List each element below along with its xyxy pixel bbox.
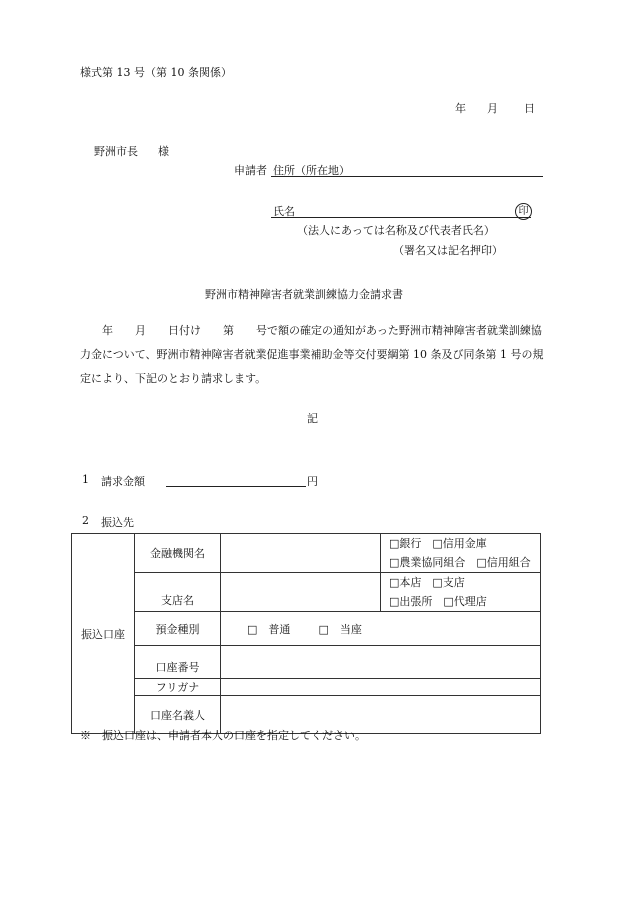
corporation-note: （法人にあっては名称及び代表者氏名） — [297, 224, 495, 237]
applicant-label: 申請者 — [234, 164, 267, 177]
date-day: 日 — [524, 102, 535, 115]
name-label: 氏名 — [273, 205, 295, 218]
table-row — [72, 573, 541, 612]
ordinary-checkbox[interactable]: □ 普通 — [247, 622, 291, 636]
furigana-field[interactable] — [221, 679, 541, 696]
branch-label: 支店名 — [135, 573, 221, 612]
account-type-label: 預金種別 — [135, 612, 221, 646]
bank-account-table — [71, 533, 541, 734]
body-text: 年 月 日付け 第 号で額の確定の通知があった野洲市精神障害者就業訓練協力金について、野洲市精神障害者就業促進事業補助金等交付要綱第 10 条及び同条第 1 号の規定により、下記のとおり請求します。 — [80, 324, 544, 385]
branch-options[interactable] — [381, 573, 541, 612]
account-number-label: 口座番号 — [135, 646, 221, 679]
transfer-account-header: 振込口座 — [72, 534, 135, 734]
addressee-honorific: 様 — [158, 145, 169, 158]
branch-option-line-1[interactable]: □本店 □支店 — [389, 576, 465, 589]
document-title: 野洲市精神障害者就業訓練協力金請求書 — [205, 288, 403, 301]
address-label: 住所（所在地） — [273, 164, 350, 177]
table-row — [72, 612, 541, 646]
institution-option-line-2[interactable]: □農業協同組合 □信用組合 — [389, 556, 531, 569]
seal-mark: 印 — [515, 203, 532, 220]
table-row — [72, 679, 541, 696]
date-month: 月 — [487, 102, 498, 115]
amount-underline — [166, 486, 306, 487]
account-number-field[interactable] — [221, 646, 541, 679]
address-underline — [271, 176, 543, 177]
current-checkbox[interactable]: □ 当座 — [318, 622, 362, 636]
account-holder-label: 口座名義人 — [135, 696, 221, 734]
branch-name-field[interactable] — [221, 573, 381, 612]
table-row — [72, 534, 541, 573]
item2-number: 2 — [82, 514, 89, 527]
institution-name-field[interactable] — [221, 534, 381, 573]
institution-options[interactable] — [381, 534, 541, 573]
footnote: ※ 振込口座は、申請者本人の口座を指定してください。 — [80, 729, 366, 742]
form-number: 様式第 13 号（第 10 条関係） — [80, 66, 232, 79]
addressee-name: 野洲市長 — [94, 145, 138, 158]
institution-option-line-1[interactable]: □銀行 □信用金庫 — [389, 537, 487, 550]
signature-note: （署名又は記名押印） — [393, 244, 503, 257]
name-underline — [271, 217, 531, 218]
date-year: 年 — [455, 102, 466, 115]
item1-number: 1 — [82, 473, 89, 486]
furigana-label: フリガナ — [135, 679, 221, 696]
account-type-options[interactable] — [221, 612, 541, 646]
amount-unit: 円 — [307, 475, 318, 488]
institution-label: 金融機関名 — [135, 534, 221, 573]
item1-label: 請求金額 — [101, 475, 145, 488]
item2-label: 振込先 — [101, 516, 134, 529]
ki-label: 記 — [307, 412, 318, 425]
table-row — [72, 646, 541, 679]
branch-option-line-2[interactable]: □出張所 □代理店 — [389, 595, 487, 608]
